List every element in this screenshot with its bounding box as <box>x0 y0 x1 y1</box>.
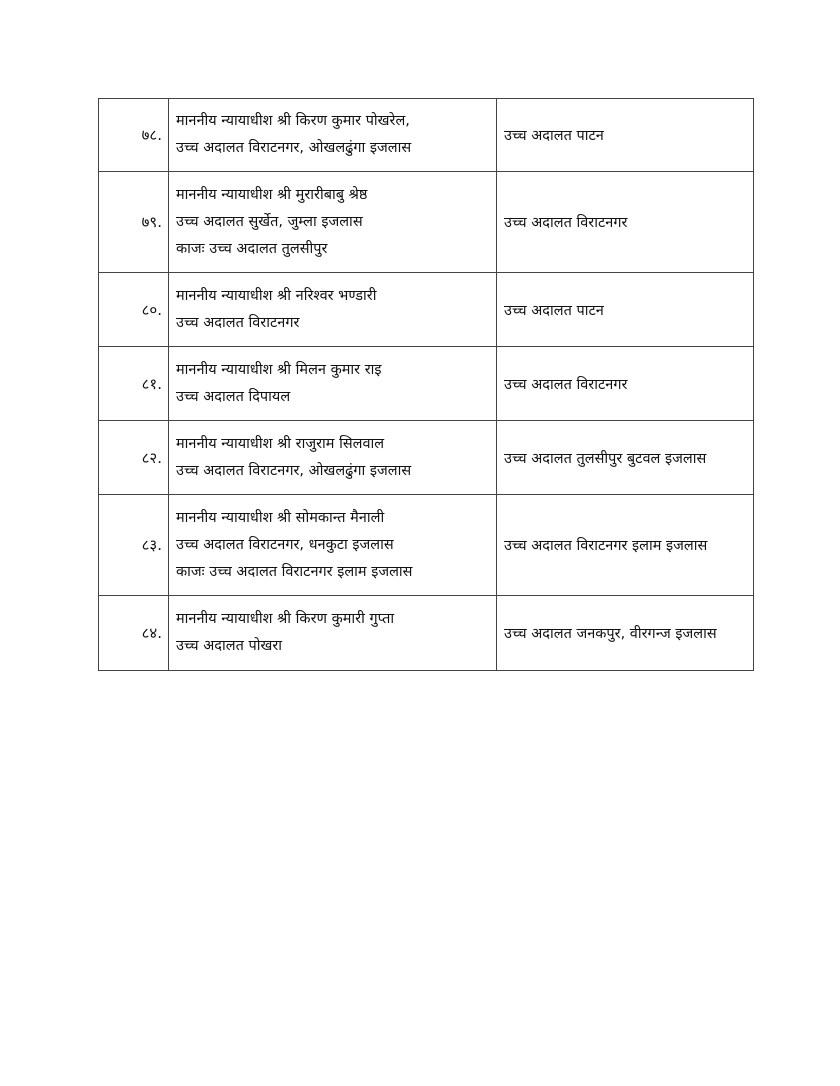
current-court-line: उच्च अदालत दिपायल <box>176 388 291 405</box>
judge-cell <box>169 347 497 421</box>
current-court-line: उच्च अदालत सुर्खेत, जुम्ला इजलास <box>176 213 363 230</box>
serial-number-cell <box>99 495 169 596</box>
current-court-line: उच्च अदालत विराटनगर <box>176 314 300 331</box>
judge-name-line: माननीय न्यायाधीश श्री किरण कुमार पोखरेल, <box>176 113 410 129</box>
destination-court-cell: उच्च अदालत विराटनगर <box>497 172 754 273</box>
table-row <box>99 99 754 172</box>
table-row <box>99 172 754 273</box>
judge-cell <box>169 596 497 671</box>
destination-court-cell: उच्च अदालत तुलसीपुर बुटवल इजलास <box>497 421 754 495</box>
serial-number: ८१. <box>141 374 162 393</box>
judge-name-line: माननीय न्यायाधीश श्री नरिश्वर भण्डारी <box>176 287 377 304</box>
serial-number-cell <box>99 273 169 347</box>
serial-number: ८३. <box>141 536 162 554</box>
serial-number: ७९. <box>141 213 162 231</box>
judge-cell <box>169 421 497 495</box>
serial-number-cell <box>99 421 169 495</box>
judge-name-line: माननीय न्यायाधीश श्री मिलन कुमार राइ <box>176 361 382 378</box>
acting-court-line: काजः उच्च अदालत विराटनगर इलाम इजलास <box>176 563 413 580</box>
table-row <box>99 273 754 347</box>
acting-court-line: काजः उच्च अदालत तुलसीपुर <box>176 240 328 257</box>
serial-number-cell <box>99 596 169 671</box>
current-court-line: उच्च अदालत विराटनगर, ओखलढुंगा इजलास <box>176 140 412 156</box>
current-court-line: उच्च अदालत विराटनगर, धनकुटा इजलास <box>176 536 394 553</box>
serial-number-cell <box>99 99 169 172</box>
judge-transfer-table <box>98 98 754 671</box>
judge-cell <box>169 99 497 172</box>
destination-court-cell: उच्च अदालत पाटन <box>497 99 754 172</box>
judge-cell <box>169 172 497 273</box>
serial-number: ७८. <box>141 126 162 144</box>
serial-number-cell <box>99 347 169 421</box>
serial-number: ८०. <box>141 300 162 319</box>
destination-court-cell: उच्च अदालत जनकपुर, वीरगन्ज इजलास <box>497 596 754 671</box>
judge-cell <box>169 273 497 347</box>
serial-number: ८२. <box>141 448 162 467</box>
serial-number: ८४. <box>141 624 162 642</box>
destination-court-cell: उच्च अदालत विराटनगर <box>497 347 754 421</box>
destination-court-cell: उच्च अदालत विराटनगर इलाम इजलास <box>497 495 754 596</box>
judge-cell <box>169 495 497 596</box>
table-row <box>99 596 754 671</box>
destination-court-cell: उच्च अदालत पाटन <box>497 273 754 347</box>
serial-number-cell <box>99 172 169 273</box>
judge-name-line: माननीय न्यायाधीश श्री सोमकान्त मैनाली <box>176 509 385 526</box>
judge-name-line: माननीय न्यायाधीश श्री मुरारीबाबु श्रेष्ठ <box>176 186 368 203</box>
table-row <box>99 347 754 421</box>
table-row <box>99 495 754 596</box>
current-court-line: उच्च अदालत विराटनगर, ओखलढुंगा इजलास <box>176 462 412 479</box>
table-row <box>99 421 754 495</box>
current-court-line: उच्च अदालत पोखरा <box>176 638 283 654</box>
judge-name-line: माननीय न्यायाधीश श्री राजुराम सिलवाल <box>176 435 385 452</box>
judge-name-line: माननीय न्यायाधीश श्री किरण कुमारी गुप्ता <box>176 611 395 627</box>
